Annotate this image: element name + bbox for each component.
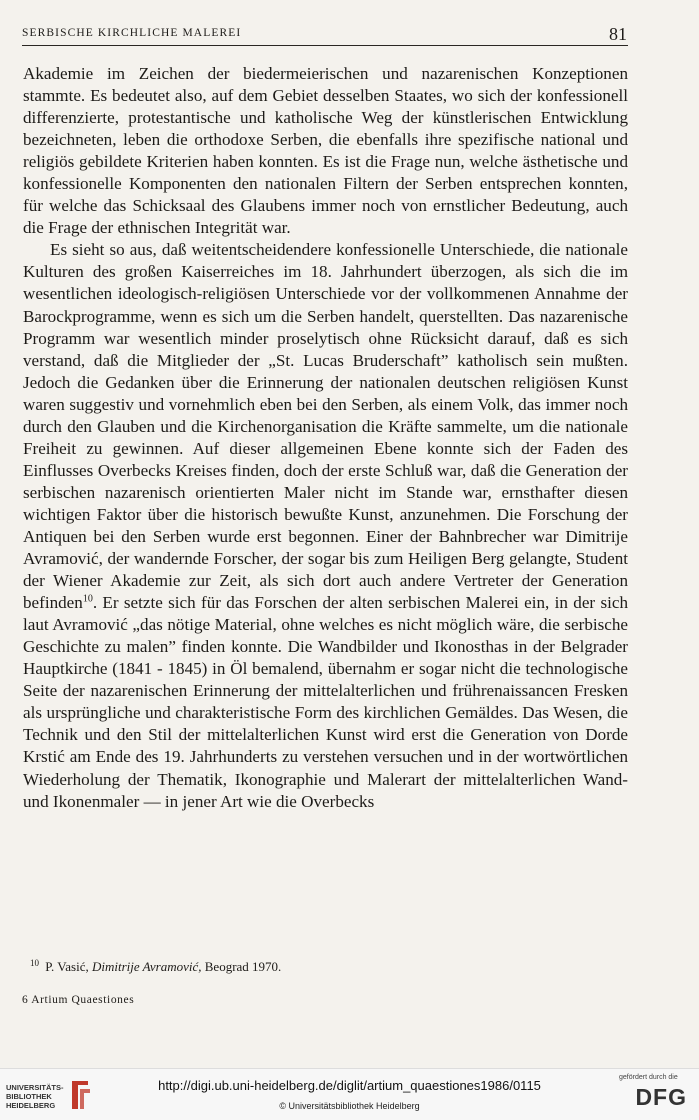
header-rule [22,45,628,46]
paragraph-2-text-a: Es sieht so aus, daß weitentscheidendere konfessionelle Unterschiede, die nationale Kulturen des großen Kaiserreiches im 18. Jahrhundert überzogen, als sich die im wesentlichen ideologisch-religiösen Unterschiede vor der vollkommenen Annahme der Barockprogramme, wenn es sich um die Serben handelt, querstellten. Das nazarenische Programm war wesentlich minder proselytisch ohne Rücksicht darauf, daß es sich verstand, daß die Mitglieder der „St. Lucas Bruderschaft” katholisch sein mußten. Jedoch die Gedanken über die Erinnerung der nationalen deutschen religiösen Kunst waren suggestiv und vornehmlich eben bei den Serben, als einem Volk, das immer noch durch den Glauben und die Kirchenorganisation die Kräfte sammelte, um die nationale Freiheit zu gewinnen. Auf dieser allgemeinen Ebene konnte sich der Faden des Einflusses Overbecks Kreises finden, doch der erste Schluß war, daß die Generation der serbischen nazarenisch orientierten Maler nicht im Stande war, ernsthafter diesen wichtigen Faktor über die historisch bewußte Kunst, anzunehmen. Die Forschung der Antiquen bei den Serben wurde erst begonnen. Einer der Bahnbrecher war Dimitrije Avramović, der wandernde Forscher, der sogar bis zum Heiligen Berg gelangte, Student der Wiener Akademie zur Zeit, als sich dort auch andere Vertreter der Generation befinden [23,240,628,613]
paragraph-2 [23,239,628,812]
dfg-logo: DFG [635,1084,687,1110]
funding-label: gefördert durch die [619,1074,678,1081]
footnote-number: 10 [30,957,39,968]
footnote-place-year: Beograd 1970. [204,959,282,974]
paragraph-2-text-b: . Er setzte sich für das Forschen der alten serbischen Malerei ein, in der sich laut Avramović „das nötige Material, ohne welches es nicht möglich wäre, die serbische Geschichte zu malen” finden konnte. Die Wandbilder und Ikonosthas in der Belgrader Hauptkirche (1841 - 1845) in Öl bemalend, übernahm er sogar nicht die technologische Seite der nazarenischen Erinnerung der mittelalterlichen und frührenaissancen Fresken als ursprüngliche und charakteristische Form des kirchlichen Gemäldes. Das Wesen, die Technik und den Stil der mittelalterlichen Kunst wird erst die Generation von Dorde Krstić am Ende des 19. Jahrhunderts zu verstehen versuchen und in der wortwörtlichen Wiederholung der Thematik, Ikonographie und Malerart der mittelalterlichen Wand- und Ikonenmaler — in jener Art wie die Overbecks [23,593,628,811]
footnote-10 [30,958,620,976]
library-logo-text: UNIVERSITÄTS-BIBLIOTHEK HEIDELBERG [6,1083,64,1110]
printer-signature: 6 Artium Quaestiones [22,994,135,1006]
copyright-notice: © Universitätsbibliothek Heidelberg [279,1101,420,1111]
permalink-url[interactable]: http://digi.ub.uni-heidelberg.de/diglit/artium_quaestiones1986/0115 [158,1078,541,1093]
footnote-title: Dimitrije Avramović, [91,959,202,974]
viewer-footer [0,1068,699,1120]
running-title: SERBISCHE KIRCHLICHE MALEREI [22,27,242,39]
footnote-reference[interactable]: 10 [82,593,93,605]
paragraph-1: Akademie im Zeichen der biedermeierischen und nazarenischen Konzeptionen stammte. Es bedeutet also, auf dem Gebiet desselben Staates, wo sich der konfessionell differenzierte, protestantische und katholische Weg der künstlerischen Entwicklung bezeichneten, leben die orthodoxe Serben, die ebenfalls ihre spezifische national und religiös gebildete Kriterien haben konnten. Es ist die Frage nun, welche ästhetische und konfessionelle Komponenten den nationalen Filtern der Serben entsprechen konnten, für welche das Schicksaal des Glaubens immer noch von ernstlicher Bedeutung, auch die Frage der ethnischen Integrität war. [23,64,628,238]
footnote-author: P. Vasić, [45,959,89,974]
main-text [23,63,628,813]
page-number: 81 [609,24,627,44]
